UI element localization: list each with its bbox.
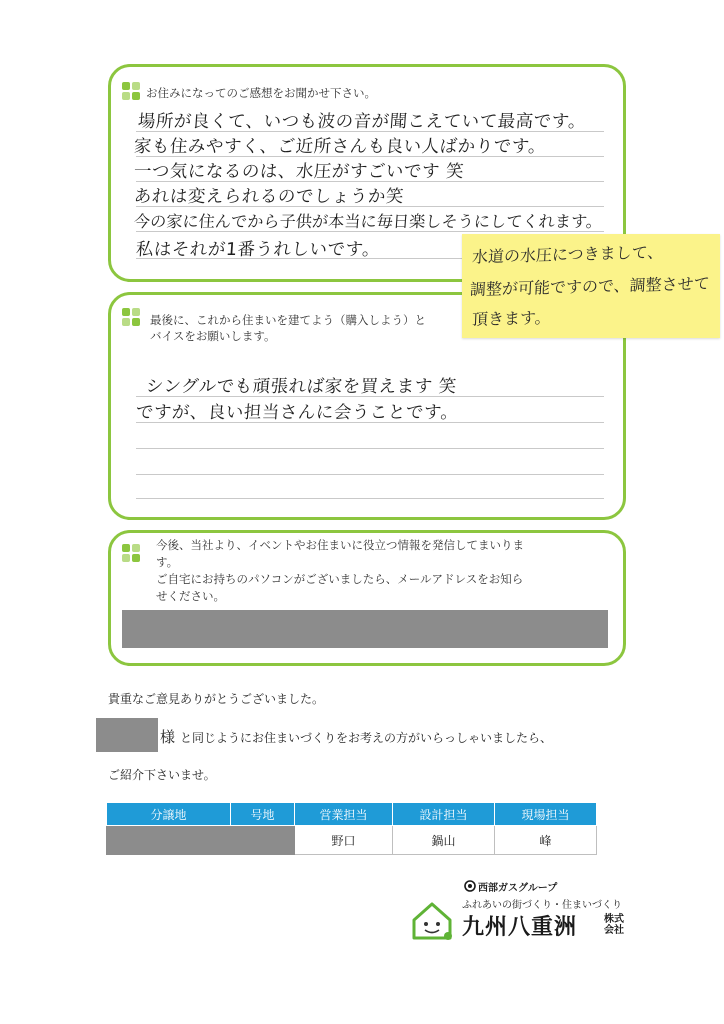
- bullet-icon: [122, 544, 140, 562]
- sticky-note-line: 調整が可能ですので、調整させて: [469, 273, 711, 300]
- company-name: 九州八重洲: [462, 915, 578, 940]
- email-prompt-line: せください。: [156, 589, 225, 603]
- sticky-note: [462, 234, 720, 338]
- email-prompt-line: ご自宅にお持ちのパソコンがございましたら、メールアドレスをお知ら: [156, 572, 524, 586]
- col-header-sales: 営業担当: [295, 803, 393, 826]
- referral-text-2: ご紹介下さいませ。: [108, 768, 216, 782]
- advice-prompt: [150, 312, 426, 344]
- cell-sales: 野口: [295, 826, 393, 855]
- sama-honorific: 様: [160, 728, 176, 746]
- impressions-answer-line: 場所が良くて、いつも波の音が聞こえていて最高です。: [137, 112, 587, 132]
- sticky-note-line: 水道の水圧につきまして、: [471, 242, 664, 267]
- referral-text: と同じようにお住まいづくりをお考えの方がいらっしゃいましたら、: [180, 731, 553, 745]
- cell-lot-number-redacted: [231, 826, 295, 855]
- impressions-answer-line: 家も住みやすく、ご近所さんも良い人ばかりです。: [133, 137, 547, 157]
- bullet-icon: [122, 82, 140, 100]
- email-prompt-line: す。: [156, 555, 179, 569]
- advice-prompt-line: 最後に、これから住まいを建てよう（購入しよう）と: [150, 313, 426, 327]
- tagline: ふれあいの街づくり・住まいづくり: [462, 900, 622, 911]
- customer-name-redacted: [96, 718, 158, 752]
- group-mark-icon: [464, 880, 476, 892]
- advice-answer-line: ですが、良い担当さんに会うことです。: [135, 403, 460, 423]
- company-type: 株式 会社: [604, 914, 624, 936]
- col-header-lot: 分譲地: [107, 803, 231, 826]
- impressions-answer-line: 一つ気になるのは、水圧がすごいです 笑: [133, 162, 465, 182]
- col-header-design: 設計担当: [393, 803, 495, 826]
- thanks-text: 貴重なご意見ありがとうございました。: [108, 692, 325, 706]
- bullet-icon: [122, 308, 140, 326]
- cell-site: 峰: [495, 826, 597, 855]
- impressions-prompt: お住みになってのご感想をお聞かせ下さい。: [146, 86, 376, 100]
- email-prompt-line: 今後、当社より、イベントやお住まいに役立つ情報を発信してまいりま: [156, 538, 524, 552]
- advice-prompt-line: バイスをお願いします。: [150, 329, 276, 343]
- col-header-lot-number: 号地: [231, 803, 295, 826]
- company-logo: [410, 876, 640, 944]
- email-address-redacted: [122, 610, 608, 648]
- impressions-answer-line: 今の家に住んでから子供が本当に毎日楽しそうにしてくれます。: [133, 212, 603, 231]
- cell-design: 鍋山: [393, 826, 495, 855]
- impressions-answer-line: 私はそれが1番うれしいです。: [135, 240, 381, 260]
- cell-lot-redacted: [107, 826, 231, 855]
- sticky-note-line: 頂きます。: [471, 307, 552, 330]
- email-prompt: [156, 537, 524, 605]
- advice-answer-line: シングルでも頑張れば家を買えます 笑: [145, 377, 458, 397]
- staff-table: [106, 802, 597, 855]
- group-name: 西部ガスグループ: [478, 883, 558, 894]
- house-mascot-icon: [410, 898, 454, 942]
- impressions-answer-line: あれは変えられるのでしょうか笑: [133, 187, 405, 207]
- col-header-site: 現場担当: [495, 803, 597, 826]
